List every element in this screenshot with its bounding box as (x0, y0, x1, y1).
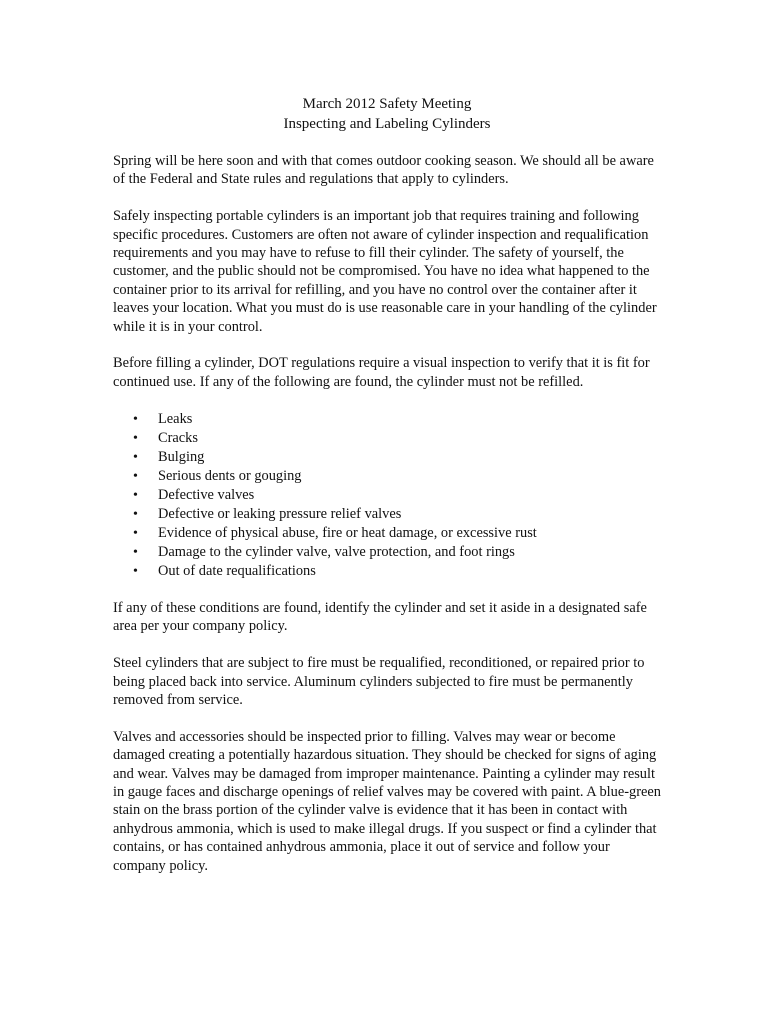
document-page (113, 94, 661, 893)
paragraph-inspection: Safely inspecting portable cylinders is an important job that requires training and following specific procedures. Customers are often not aware of cylinder inspection and requalification requirements and you may have to refuse to fill their cylinder. The safety of yourself, the customer, and the public should not be compromised. You have no idea what happened to the container prior to its arrival for refilling, and you have no control over the container after it leaves your location. What you must do is use reasonable care in your handling of the cylinder while it is in your control. (113, 208, 657, 335)
document-title: March 2012 Safety Meeting (302, 96, 472, 112)
title-block (113, 94, 661, 134)
bullet-icon: • (133, 525, 138, 541)
defect-list (113, 410, 661, 581)
list-item: • Serious dents or gouging (133, 467, 302, 484)
bullet-icon: • (133, 430, 138, 446)
paragraph-valves: Valves and accessories should be inspected prior to filling. Valves may wear or become damaged creating a potentially hazardous situation. They should be checked for signs of aging and wear. Valves may be damaged from improper maintenance. Painting a cylinder may result in gauge faces and discharge openings of relief valves may be covered with paint. A blue-green stain on the brass portion of the cylinder valve is evidence that it has been in contact with anhydrous ammonia, which is used to make illegal drugs. If you suspect or find a cylinder that contains, or has contained anhydrous ammonia, place it out of service and follow your company policy. (113, 728, 661, 874)
list-item: • Bulging (133, 448, 205, 465)
list-item: • Leaks (133, 410, 193, 427)
bullet-icon: • (133, 487, 138, 503)
bullet-icon: • (133, 411, 138, 427)
paragraph-steel-cylinders: Steel cylinders that are subject to fire must be requalified, reconditioned, or repaired prior to being placed back into service. Aluminum cylinders subjected to fire must be permanently removed from service. (113, 655, 645, 709)
bullet-icon: • (133, 506, 138, 522)
bullet-icon: • (133, 563, 138, 579)
paragraph-dot-regulations: Before filling a cylinder, DOT regulations require a visual inspection to verify that it is fit for continued use. If any of the following are found, the cylinder must not be refilled. (113, 355, 650, 390)
list-item: • Out of date requalifications (133, 562, 316, 579)
list-item: • Defective valves (133, 486, 255, 503)
document-subtitle: Inspecting and Labeling Cylinders (283, 116, 491, 132)
list-item: • Evidence of physical abuse, fire or heat damage, or excessive rust (133, 524, 537, 541)
paragraph-intro: Spring will be here soon and with that comes outdoor cooking season. We should all be aware of the Federal and State rules and regulations that apply to cylinders. (113, 153, 654, 188)
bullet-icon: • (133, 544, 138, 560)
paragraph-set-aside: If any of these conditions are found, identify the cylinder and set it aside in a designated safe area per your company policy. (113, 600, 647, 635)
list-item: • Cracks (133, 429, 198, 446)
list-item: • Damage to the cylinder valve, valve protection, and foot rings (133, 543, 515, 560)
bullet-icon: • (133, 468, 138, 484)
list-item: • Defective or leaking pressure relief valves (133, 505, 402, 522)
bullet-icon: • (133, 449, 138, 465)
